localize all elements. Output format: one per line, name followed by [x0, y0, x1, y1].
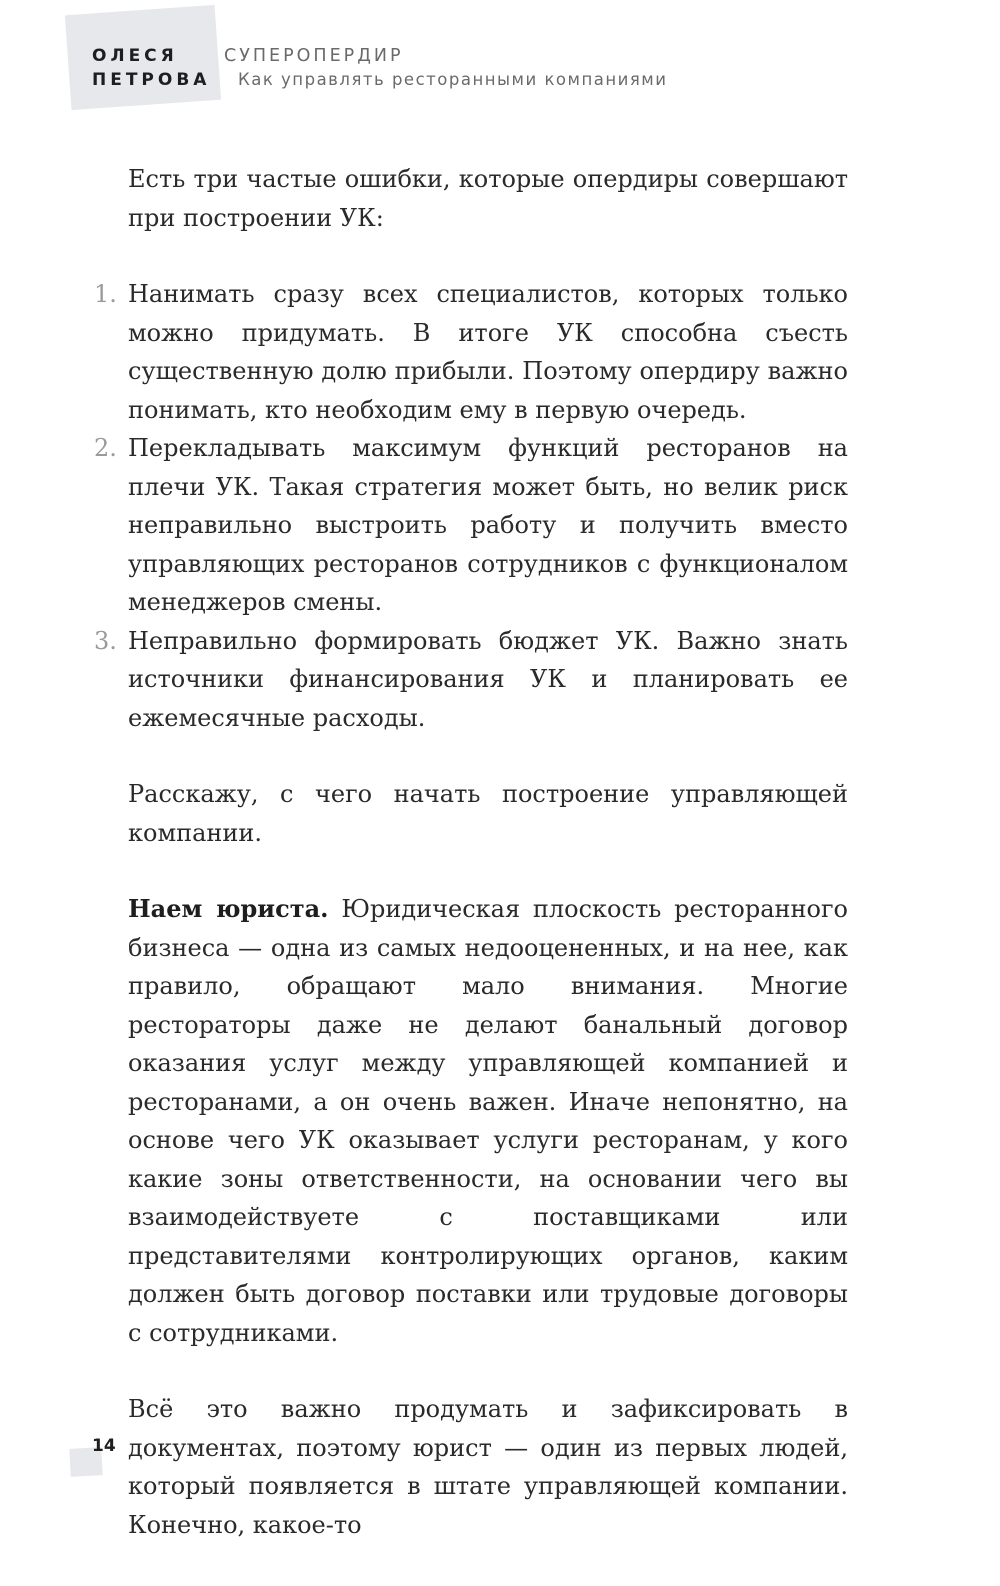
lawyer-paragraph — [128, 890, 848, 1352]
list-item — [94, 275, 848, 429]
author-first-name: ОЛЕСЯ — [92, 46, 178, 66]
list-text: Перекладывать максимум функций ресторанов на плечи УК. Такая стратегия может быть, но велик риск неправильно выстроить работу и получить вместо управляющих ресторанов сотрудников с функционалом менеджеров смены. — [128, 434, 848, 616]
section-text: Юридическая плоскость ресторанного бизнеса — одна из самых недооцененных, и на нее, как правило, обращают мало внимания. Многие рестораторы даже не делают банальный договор оказания услуг между управляющей компанией и ресторанами, а он очень важен. Иначе непонятно, на основе чего УК оказывает услуги ресторанам, у кого какие зоны ответственности, на основании чего вы взаимодействуете с поставщиками или представителями контролирующих органов, каким должен быть договор поставки или трудовые договоры с сотрудниками. — [128, 895, 849, 1347]
section-lead: Наем юриста. — [128, 894, 329, 923]
list-number: 1. — [94, 280, 117, 308]
list-text: Нанимать сразу всех специалистов, которых только можно придумать. В итоге УК способна съесть существенную долю прибыли. Поэтому опердиру важно понимать, кто необходим ему в первую очередь. — [128, 280, 848, 424]
list-number: 2. — [94, 434, 117, 462]
transition-paragraph: Расскажу, с чего начать построение управляющей компании. — [128, 780, 848, 847]
page-number: 14 — [92, 1436, 116, 1456]
final-paragraph: Всё это важно продумать и зафиксировать в документах, поэтому юрист — один из первых людей, который появляется в штате управляющей компании. Конечно, какое-то — [128, 1395, 848, 1539]
list-text: Неправильно формировать бюджет УК. Важно знать источники финансирования УК и планировать ее ежемесячные расходы. — [128, 626, 848, 732]
list-item — [94, 429, 848, 622]
list-item — [94, 622, 848, 738]
mistakes-list — [94, 275, 848, 737]
book-subtitle: Как управлять ресторанными компаниями — [238, 70, 668, 89]
author-last-name: ПЕТРОВА — [92, 70, 211, 90]
intro-paragraph: Есть три частые ошибки, которые опердиры совершают при построении УК: — [128, 165, 848, 232]
list-number: 3. — [94, 626, 117, 655]
author-name — [92, 44, 210, 92]
book-title: СУПЕРОПЕРДИР — [224, 46, 404, 66]
